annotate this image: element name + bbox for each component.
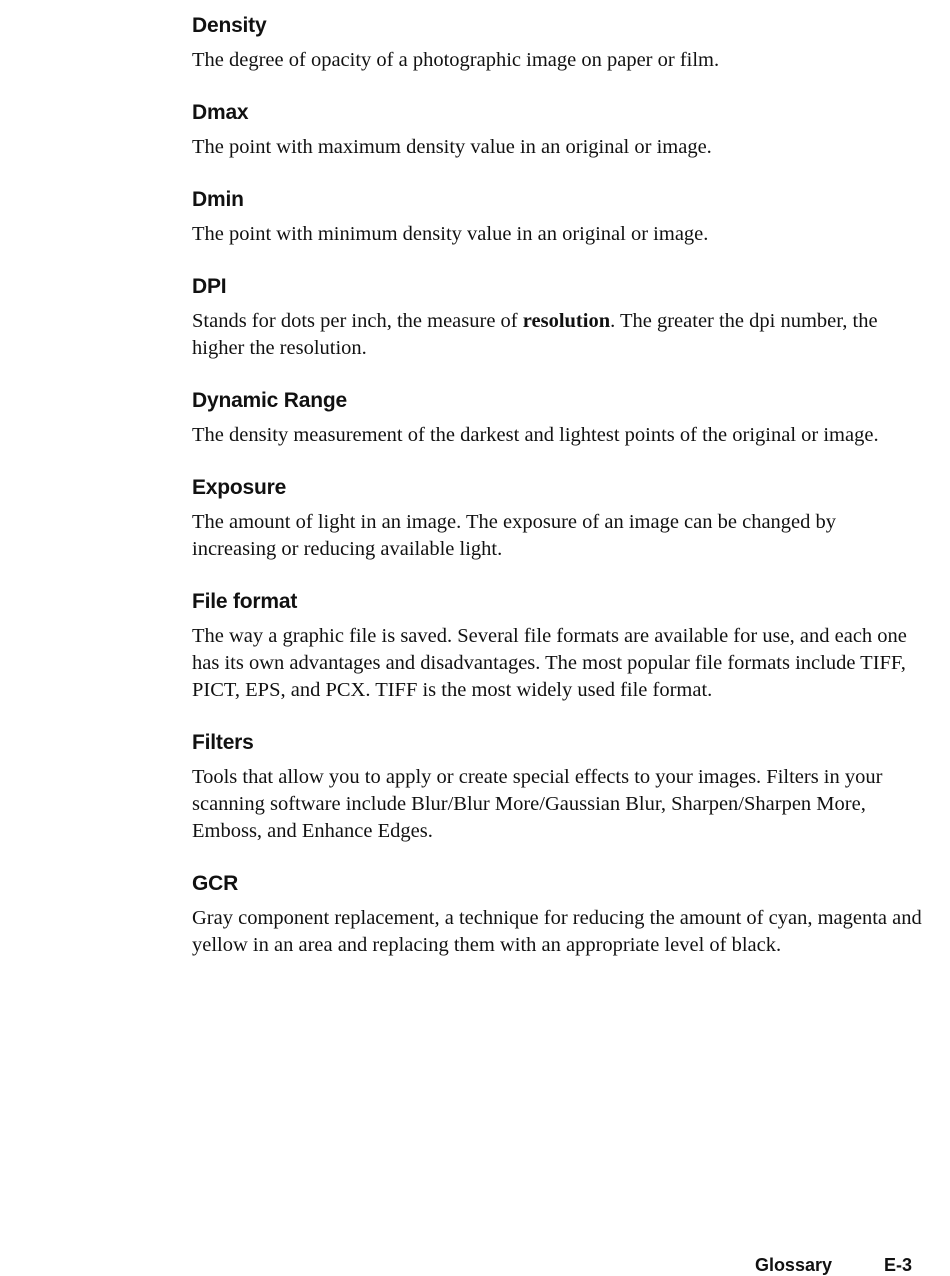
glossary-definition: The point with minimum density value in an original or image.	[192, 223, 709, 245]
glossary-term: Dmax	[192, 101, 249, 124]
glossary-term: DPI	[192, 275, 227, 298]
page-footer	[755, 1254, 912, 1276]
glossary-definition: Gray component replacement, a technique for reducing the amount of cyan, magenta and yellow in an area and replacing them with an appropriate level of black.	[192, 907, 922, 956]
glossary-entry-dmin	[192, 186, 922, 248]
glossary-term: Dynamic Range	[192, 389, 347, 412]
glossary-entry-file-format	[192, 588, 922, 704]
glossary-definition: The way a graphic file is saved. Several file formats are available for use, and each one has its own advantages and disadvantages. The most popular file formats include TIFF, PICT, EPS, and PCX. TIFF is the most widely used file format.	[192, 625, 907, 701]
glossary-definition: Tools that allow you to apply or create special effects to your images. Filters in your scanning software include Blur/Blur More/Gaussian Blur, Sharpen/Sharpen More, Emboss, and Enhance Edges.	[192, 766, 883, 842]
glossary-term: Density	[192, 14, 267, 37]
glossary-entry-dmax	[192, 99, 922, 161]
glossary-term: Filters	[192, 731, 254, 754]
glossary-definition	[192, 308, 922, 362]
glossary-term: GCR	[192, 872, 239, 895]
glossary-definition: The amount of light in an image. The exposure of an image can be changed by increasing or reducing available light.	[192, 511, 837, 560]
glossary-definition: The degree of opacity of a photographic image on paper or film.	[192, 49, 720, 71]
glossary-entry-dynamic-range	[192, 387, 922, 449]
glossary-entry-exposure	[192, 474, 922, 563]
glossary-term: File format	[192, 590, 298, 613]
cross-reference-resolution: resolution	[522, 310, 611, 332]
glossary-entry-density	[192, 12, 922, 74]
glossary-definition: The density measurement of the darkest and lightest points of the original or image.	[192, 424, 879, 446]
glossary-entry-filters	[192, 729, 922, 845]
definition-text: . The greater the dpi number, the higher the resolution.	[192, 310, 878, 359]
glossary-content	[192, 12, 922, 984]
definition-text: Stands for dots per inch, the measure of	[192, 310, 523, 332]
glossary-definition: The point with maximum density value in an original or image.	[192, 136, 712, 158]
footer-section-title: Glossary	[754, 1255, 832, 1275]
glossary-entry-gcr	[192, 870, 922, 959]
glossary-term: Exposure	[192, 476, 287, 499]
glossary-entry-dpi	[192, 273, 922, 362]
page-number: E-3	[883, 1255, 912, 1275]
glossary-term: Dmin	[192, 188, 244, 211]
